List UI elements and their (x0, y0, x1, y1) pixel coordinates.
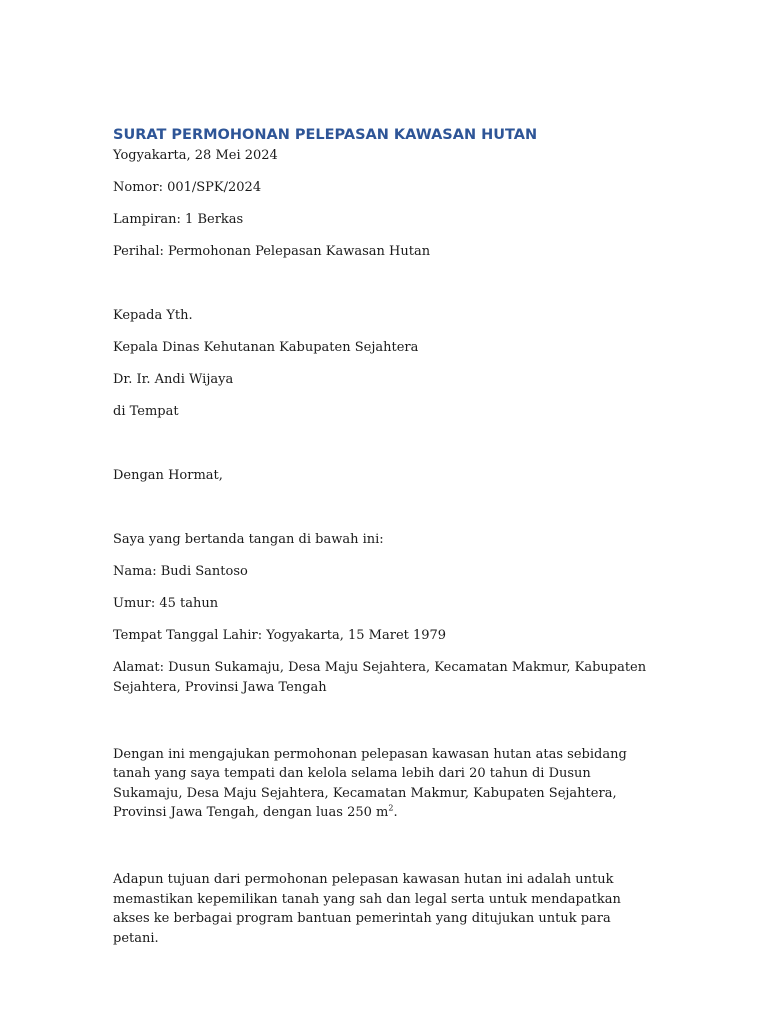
applicant-name: Nama: Budi Santoso (113, 564, 248, 579)
recipient-name: Dr. Ir. Andi Wijaya (113, 372, 234, 387)
applicant-age: Umur: 45 tahun (113, 596, 219, 611)
spacer (113, 710, 658, 745)
place-date: Yogyakarta, 28 Mei 2024 (113, 148, 278, 163)
recipient-salutation: Kepada Yth. (113, 308, 193, 323)
spacer (113, 835, 658, 870)
applicant-birth: Tempat Tanggal Lahir: Yogyakarta, 15 Maret 1979 (113, 628, 447, 643)
recipient-location: di Tempat (113, 404, 179, 419)
body-paragraph-1-end: . (393, 805, 398, 820)
body-paragraph-1 (113, 745, 658, 823)
greeting: Dengan Hormat, (113, 468, 223, 483)
letter-number: Nomor: 001/SPK/2024 (113, 180, 262, 195)
applicant-intro: Saya yang bertanda tangan di bawah ini: (113, 532, 384, 547)
recipient-office: Kepala Dinas Kehutanan Kabupaten Sejahtera (113, 340, 419, 355)
spacer (113, 274, 658, 306)
area-unit-superscript: 2 (388, 803, 394, 813)
letter-content (113, 124, 658, 961)
spacer (113, 498, 658, 530)
body-paragraph-1-text: Dengan ini mengajukan permohonan pelepasan kawasan hutan atas sebidang tanah yang saya tempati dan kelola selama lebih dari 20 tahun di Dusun Sukamaju, Desa Maju Sejahtera, Kecamatan Makmur, Kabupaten Sejahtera, Provinsi Jawa Tengah, dengan luas 250 m (113, 746, 627, 820)
letter-attachment: Lampiran: 1 Berkas (113, 212, 244, 227)
body-paragraph-2: Adapun tujuan dari permohonan pelepasan kawasan hutan ini adalah untuk memastikan kepemilikan tanah yang sah dan legal serta untuk mendapatkan akses ke berbagai program bantuan pemerintah yang ditujukan untuk para petani. (113, 872, 621, 946)
applicant-address: Alamat: Dusun Sukamaju, Desa Maju Sejahtera, Kecamatan Makmur, Kabupaten Sejahtera, Provinsi Jawa Tengah (113, 660, 647, 695)
letter-subject: Perihal: Permohonan Pelepasan Kawasan Hutan (113, 244, 431, 259)
spacer (113, 434, 658, 466)
letter-title: SURAT PERMOHONAN PELEPASAN KAWASAN HUTAN (113, 127, 538, 143)
